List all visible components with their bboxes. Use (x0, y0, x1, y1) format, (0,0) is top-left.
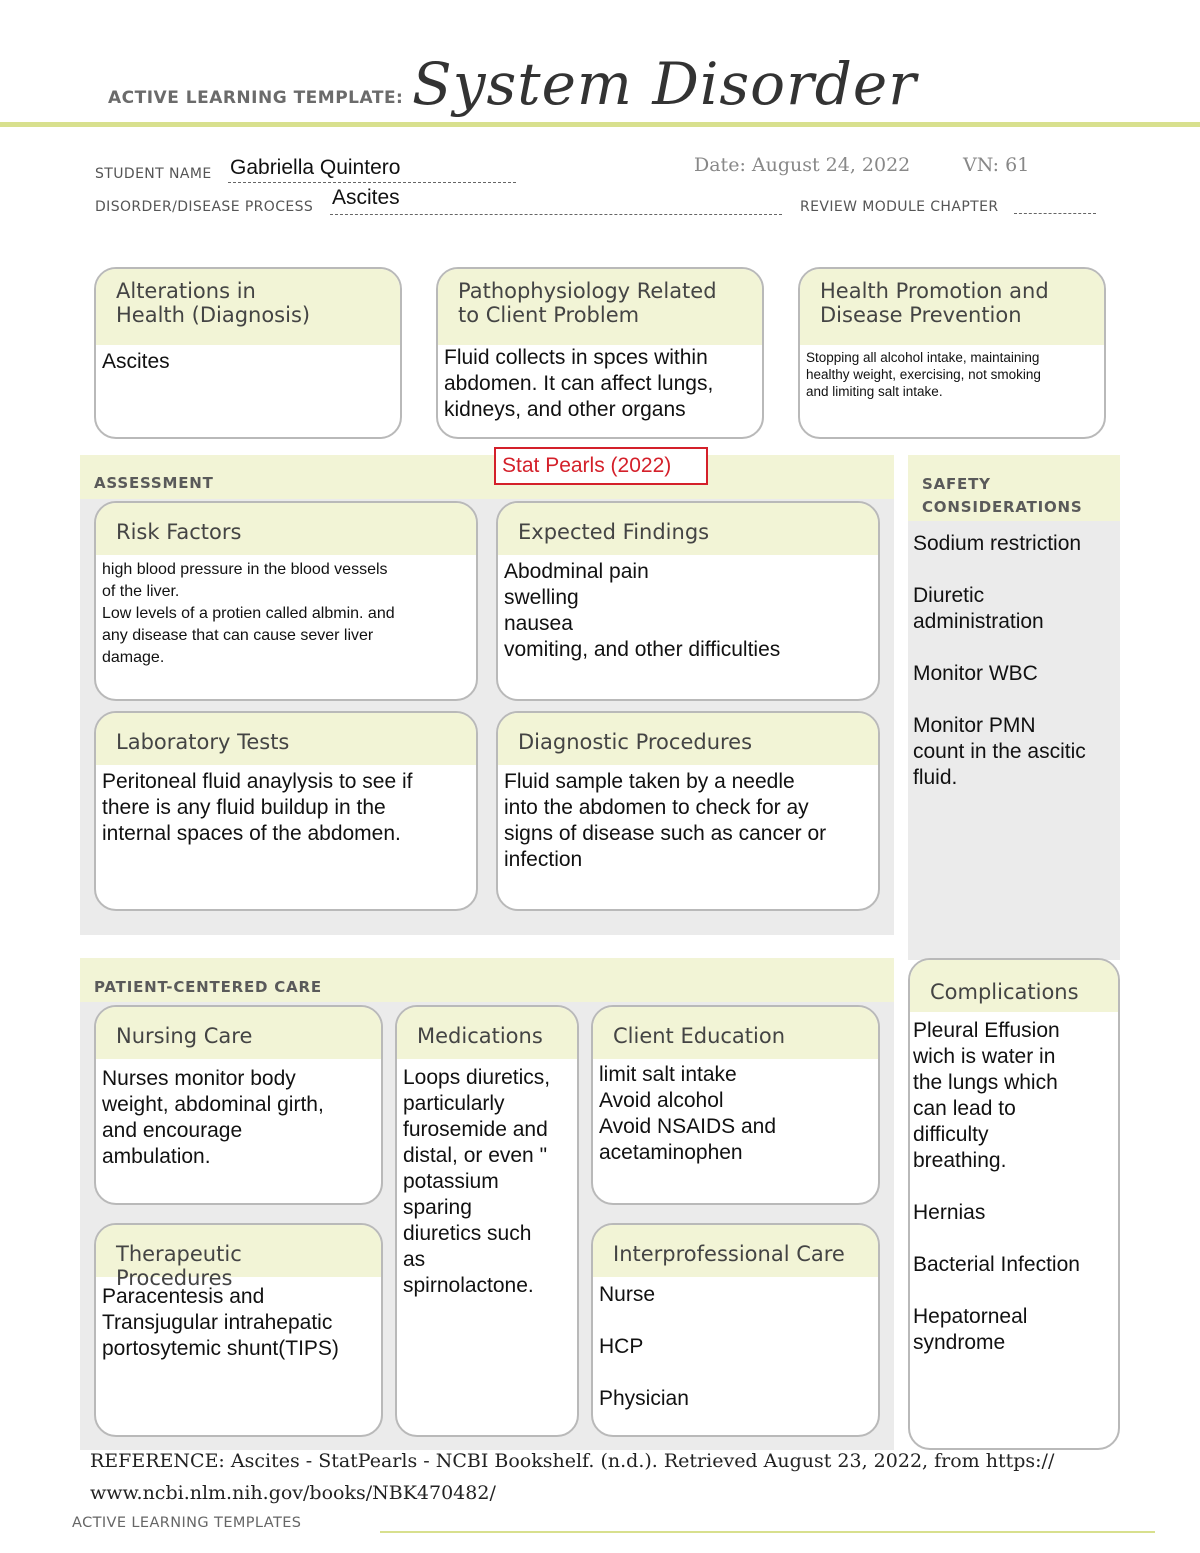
alterations-box (94, 267, 402, 439)
nursing-care-title: Nursing Care (96, 1007, 381, 1059)
health-promotion-box (798, 267, 1106, 439)
patient-care-title: PATIENT-CENTERED CARE (94, 978, 322, 996)
health-promotion-title: Health Promotion and Disease Prevention (800, 269, 1104, 345)
interprofessional-care-box (591, 1223, 880, 1437)
risk-factors-box (94, 501, 478, 701)
source-note: Stat Pearls (2022) (494, 447, 708, 485)
nursing-care-box (94, 1005, 383, 1205)
footer-label: ACTIVE LEARNING TEMPLATES (72, 1515, 302, 1531)
alterations-body: Ascites (102, 350, 170, 373)
reference-line-2: www.ncbi.nlm.nih.gov/books/NBK470482/ (90, 1482, 496, 1504)
medications-title: Medications (397, 1007, 577, 1059)
footer-rule (380, 1531, 1155, 1533)
student-name-value: Gabriella Quintero (230, 156, 401, 179)
medications-body: Loops diuretics, particularly furosemide and distal, or even " potassium sparing diuretics such as spirnolactone. (403, 1066, 551, 1297)
safety-title: SAFETY CONSIDERATIONS (922, 475, 1083, 516)
pathophysiology-body: Fluid collects in spces within abdomen. It can affect lungs, kidneys, and other organs (444, 346, 714, 421)
diagnostic-procedures-box (496, 711, 880, 911)
alterations-title: Alterations in Health (Diagnosis) (96, 269, 400, 345)
risk-factors-title: Risk Factors (96, 503, 476, 555)
nursing-care-body: Nurses monitor body weight, abdominal girth, and encourage ambulation. (102, 1067, 324, 1168)
expected-findings-body: Abodminal pain swelling nausea vomiting, and other difficulties (504, 560, 781, 661)
reference-line-1: REFERENCE: Ascites - StatPearls - NCBI Bookshelf. (n.d.). Retrieved August 23, 2022, from https:// (90, 1450, 1055, 1472)
interprofessional-care-title: Interprofessional Care (593, 1225, 878, 1277)
medications-box (395, 1005, 579, 1437)
therapeutic-procedures-box (94, 1223, 383, 1437)
disorder-field (330, 188, 782, 215)
expected-findings-title: Expected Findings (498, 503, 878, 555)
review-module-field (1014, 198, 1096, 214)
diagnostic-procedures-title: Diagnostic Procedures (498, 713, 878, 765)
laboratory-tests-box (94, 711, 478, 911)
disorder-label: DISORDER/DISEASE PROCESS (95, 199, 314, 215)
safety-body: Sodium restriction Diuretic administration Monitor WBC Monitor PMN count in the ascitic fluid. (913, 532, 1086, 789)
client-education-box (591, 1005, 880, 1205)
pathophysiology-title: Pathophysiology Related to Client Problem (438, 269, 762, 345)
student-name-field (228, 156, 516, 183)
interprofessional-care-body: Nurse HCP Physician (599, 1283, 689, 1410)
therapeutic-procedures-body: Paracentesis and Transjugular intrahepatic portosytemic shunt(TIPS) (102, 1285, 339, 1360)
page-title: System Disorder (412, 50, 917, 118)
disorder-value: Ascites (332, 186, 400, 209)
risk-factors-body: high blood pressure in the blood vessels of the liver. Low levels of a protien called albmin. and any disease that can cause sever liver damage. (102, 561, 395, 666)
complications-title: Complications (910, 960, 1118, 1012)
expected-findings-box (496, 501, 880, 701)
pathophysiology-box (436, 267, 764, 439)
header-rule (0, 122, 1200, 127)
vn-text: VN: 61 (963, 154, 1030, 176)
client-education-title: Client Education (593, 1007, 878, 1059)
date-text: Date: August 24, 2022 (694, 154, 911, 176)
health-promotion-body: Stopping all alcohol intake, maintaining healthy weight, exercising, not smoking and limiting salt intake. (806, 350, 1041, 399)
therapeutic-procedures-title: Therapeutic Procedures (96, 1225, 381, 1277)
review-module-label: REVIEW MODULE CHAPTER (800, 199, 999, 215)
client-education-body: limit salt intake Avoid alcohol Avoid NSAIDS and acetaminophen (599, 1063, 777, 1164)
safety-panel (908, 455, 1120, 960)
complications-box (908, 958, 1120, 1450)
template-label: ACTIVE LEARNING TEMPLATE: (108, 88, 404, 108)
assessment-title: ASSESSMENT (94, 474, 214, 492)
laboratory-tests-title: Laboratory Tests (96, 713, 476, 765)
student-name-label: STUDENT NAME (95, 166, 212, 182)
laboratory-tests-body: Peritoneal fluid anaylysis to see if there is any fluid buildup in the internal spaces of the abdomen. (102, 770, 413, 845)
diagnostic-procedures-body: Fluid sample taken by a needle into the abdomen to check for ay signs of disease such as cancer or infection (504, 770, 827, 871)
complications-body: Pleural Effusion wich is water in the lungs which can lead to difficulty breathing. Hernias Bacterial Infection Hepatorneal syndrome (913, 1019, 1080, 1354)
